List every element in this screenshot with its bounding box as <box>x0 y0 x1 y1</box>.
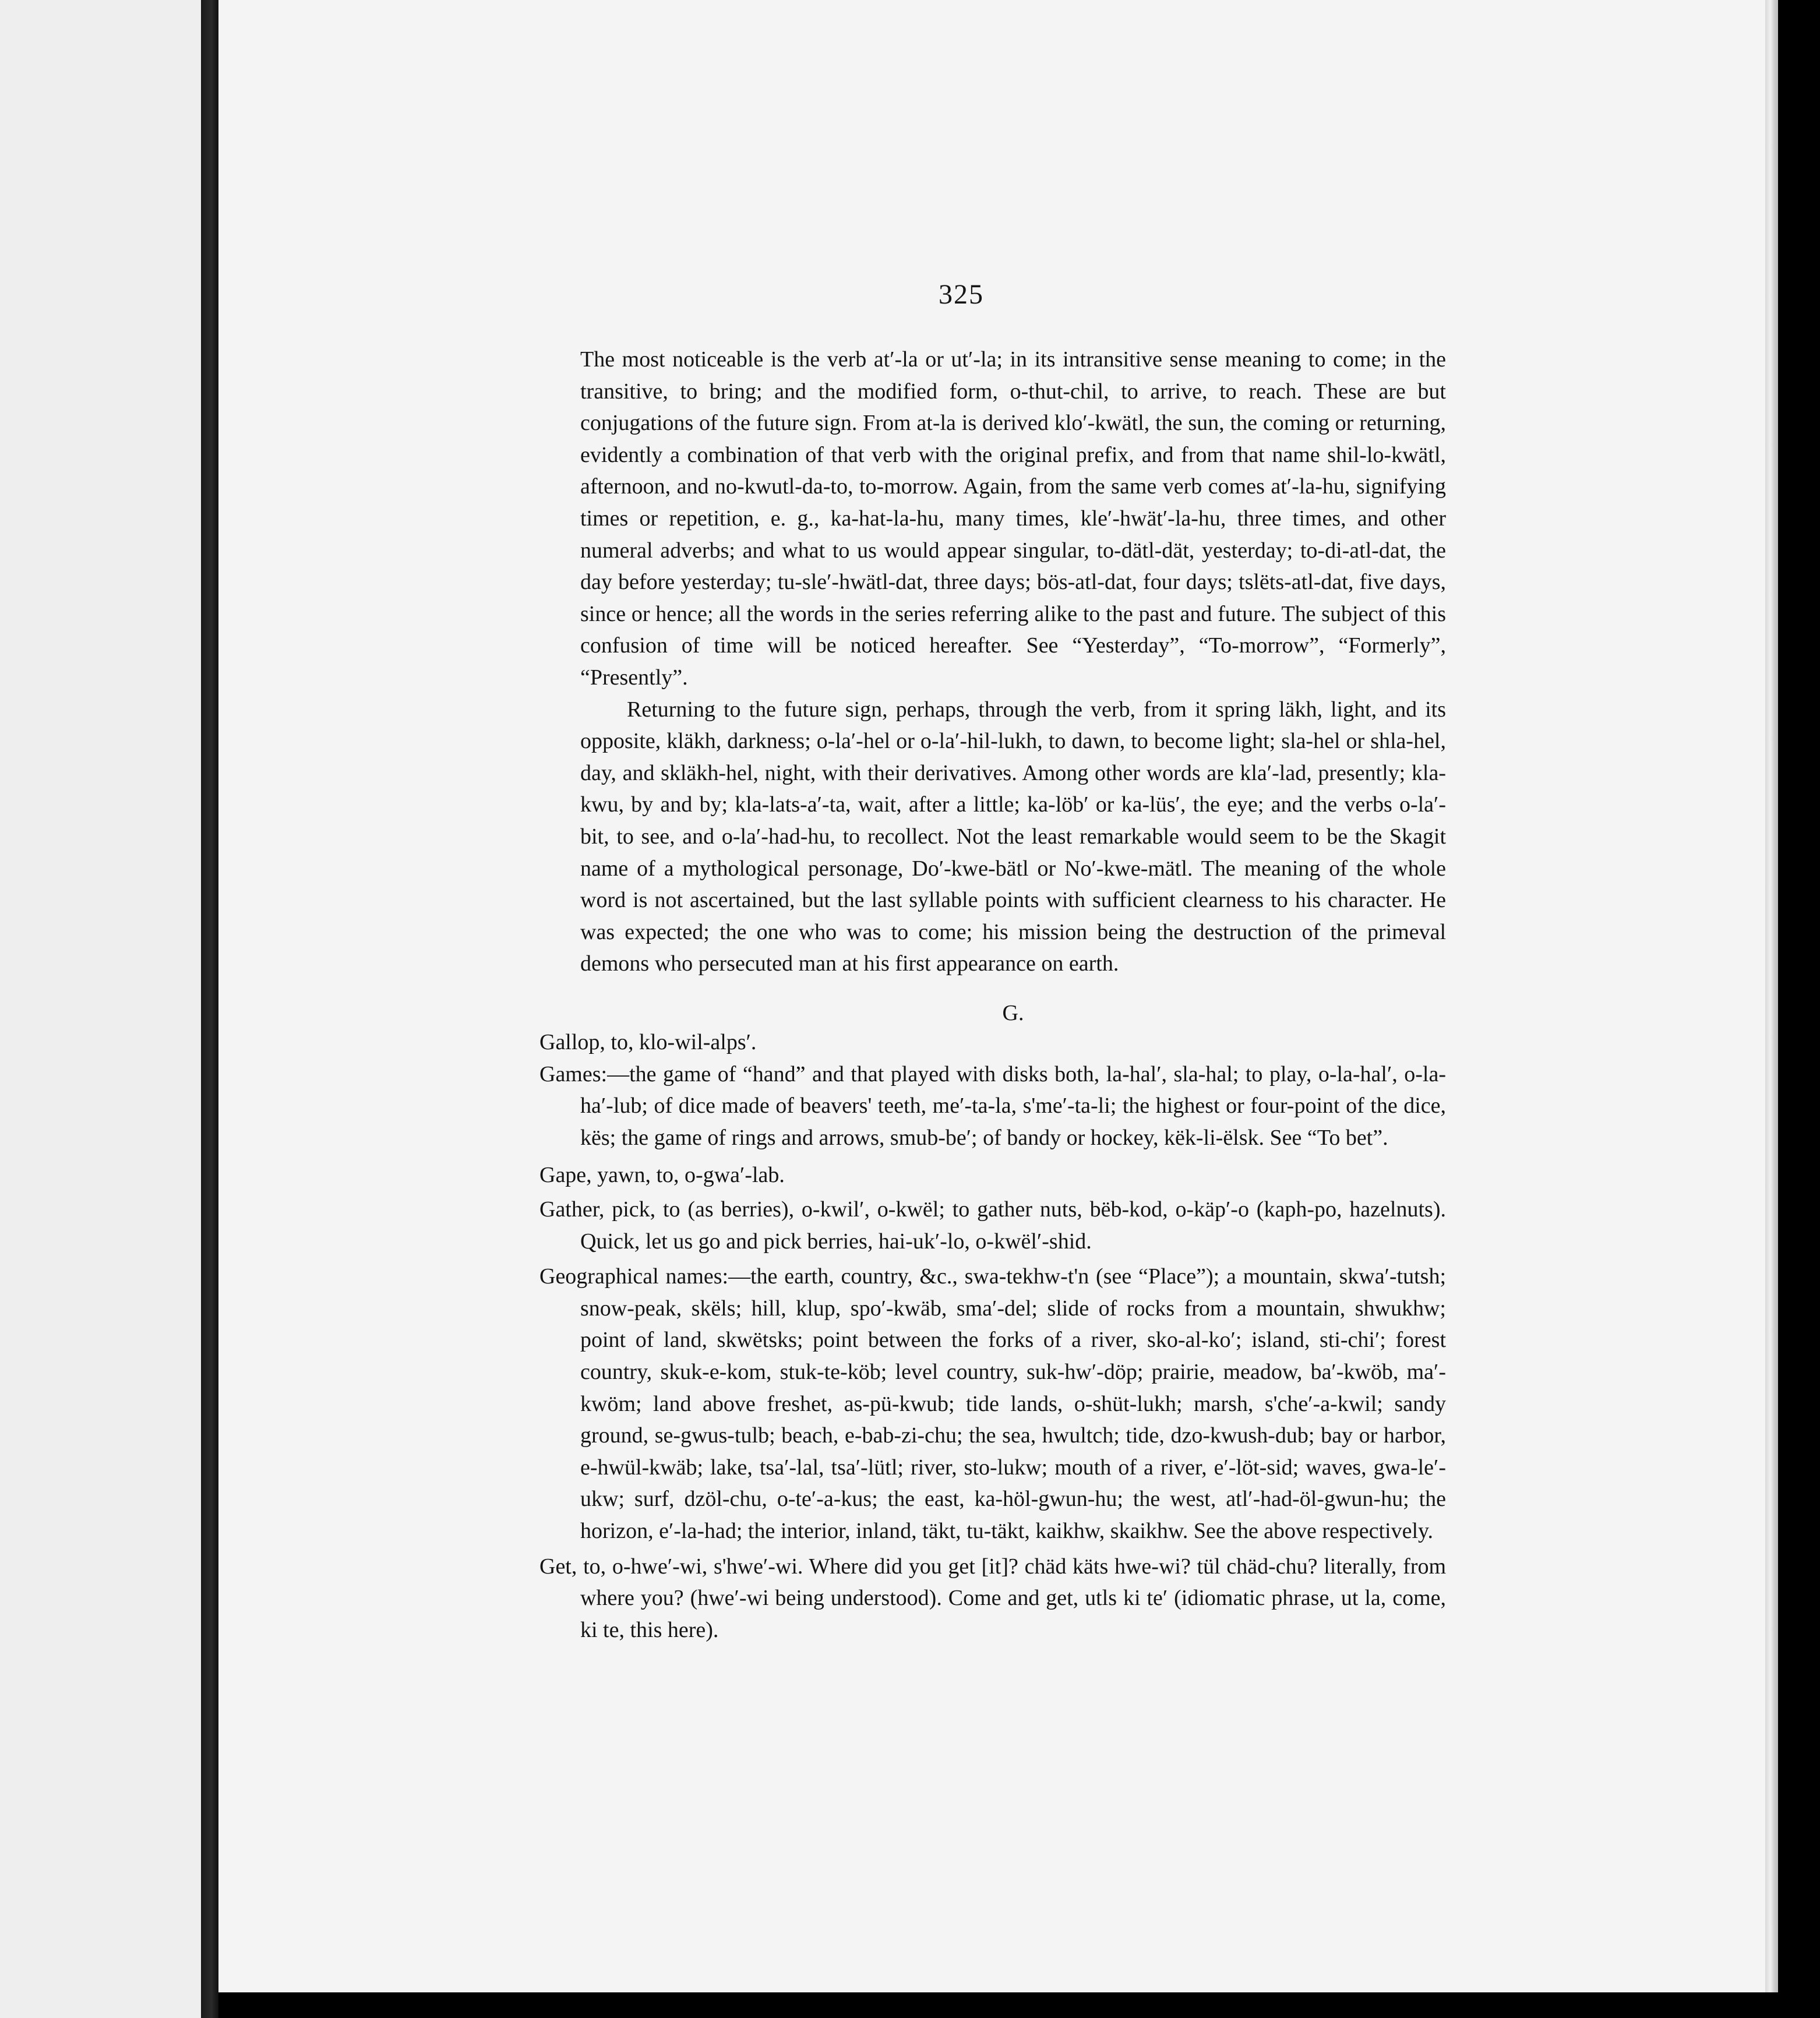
vocabulary-entries <box>539 1026 1446 1646</box>
page-number: 325 <box>939 279 984 310</box>
body-text <box>580 344 1446 1029</box>
entry-geographical-names: Geographical names:—the earth, country, &c., swa-tekhw-t'n (see “Place”); a mountain, skwa′-tutsh; snow-peak, skëls; hill, klup, spo′-kwäb, sma′-del; slide of rocks from a mountain, shwukhw; point of land, skwëtsks; point between the forks of a river, sko-al-ko′; island, sti-chi′; forest country, skuk-e-kom, stuk-te-köb; level country, suk-hw′-döp; prairie, meadow, ba′-kwöb, ma′-kwöm; land above freshet, as-pü-kwub; tide lands, o-shüt-lukh; marsh, s'che′-a-kwil; sandy ground, se-gwus-tulb; beach, e-bab-zi-chu; the sea, hwultch; tide, dzo-kwush-dub; bay or harbor, e-hwül-kwäb; lake, tsa′-lal, tsa′-lütl; river, sto-lukw; mouth of a river, e′-löt-sid; waves, gwa-le′-ukw; surf, dzöl-chu, o-te′-a-kus; the east, ka-höl-gwun-hu; the west, atl′-had-öl-gwun-hu; the horizon, e′-la-had; the interior, inland, täkt, tu-täkt, kaikhw, skaikhw. See the above respectively. <box>539 1264 1446 1543</box>
entry-gape: Gape, yawn, to, o-gwa′-lab. <box>539 1163 785 1188</box>
section-letter: G. <box>1002 1000 1024 1025</box>
facing-page-edge <box>0 0 201 2018</box>
entry-gather: Gather, pick, to (as berries), o-kwil′, o-kwël; to gather nuts, bëb-kod, o-käp′-o (kaph-po, hazelnuts). Quick, let us go and pick berries, hai-uk′-lo, o-kwël′-shid. <box>539 1197 1446 1254</box>
entry-get: Get, to, o-hwe′-wi, s'hwe′-wi. Where did you get [it]? chäd käts hwe-wi? tül chäd-chu? literally, from where you? (hwe′-wi being understood). Come and get, utls ki te′ (idiomatic phrase, ut la, come, ki te, this here). <box>539 1554 1446 1642</box>
paragraph-returning: Returning to the future sign, perhaps, through the verb, from it spring läkh, light, and its opposite, kläkh, darkness; o-la′-hel or o-la′-hil-lukh, to dawn, to become light; sla-hel or shla-hel, day, and skläkh-hel, night, with their derivatives. Among other words are kla′-lad, presently; kla-kwu, by and by; kla-lats-a′-ta, wait, after a little; ka-löb′ or ka-lüs′, the eye; and the verbs o-la′-bit, to see, and o-la′-had-hu, to recollect. Not the least remarkable would seem to be the Skagit name of a mythological personage, Do′-kwe-bätl or No′-kwe-mätl. The meaning of the whole word is not ascertained, but the last syllable points with sufficient clearness to his character. He was expected; the one who was to come; his mission being the destruction of the primeval demons who persecuted man at his first appearance on earth. <box>580 697 1446 976</box>
paragraph-future-sign: The most noticeable is the verb at′-la or ut′-la; in its intransitive sense meaning to come; in the transitive, to bring; and the modified form, o-thut-chil, to arrive, to reach. These are but conjugations of the future sign. From at-la is derived klo′-kwätl, the sun, the coming or returning, evidently a combination of that verb with the original prefix, and from that name shil-lo-kwätl, afternoon, and no-kwutl-da-to, to-morrow. Again, from the same verb comes at′-la-hu, signifying times or repetition, e. g., ka-hat-la-hu, many times, kle′-hwät′-la-hu, three times, and other numeral adverbs; and what to us would appear singular, to-dätl-dät, yesterday; to-di-atl-dat, the day before yesterday; tu-sle′-hwätl-dat, three days; bös-atl-dat, four days; tslëts-atl-dat, five days, since or hence; all the words in the series referring alike to the past and future. The subject of this confusion of time will be noticed hereafter. See “Yesterday”, “To-morrow”, “Formerly”, “Presently”. <box>580 347 1446 690</box>
book-gutter <box>201 0 218 2018</box>
entry-gallop: Gallop, to, klo-wil-alps′. <box>539 1030 757 1054</box>
entry-games: Games:—the game of “hand” and that played with disks both, la-hal′, sla-hal; to play, o-la-hal′, o-la-ha′-lub; of dice made of beavers' teeth, me′-ta-la, s'me′-ta-li; the highest or four-point of the dice, kës; the game of rings and arrows, smub-be′; of bandy or hockey, këk-li-ëlsk. See “To bet”. <box>539 1061 1446 1150</box>
scan-border <box>218 1992 1778 2018</box>
page-edge-shadow <box>1765 0 1778 1992</box>
